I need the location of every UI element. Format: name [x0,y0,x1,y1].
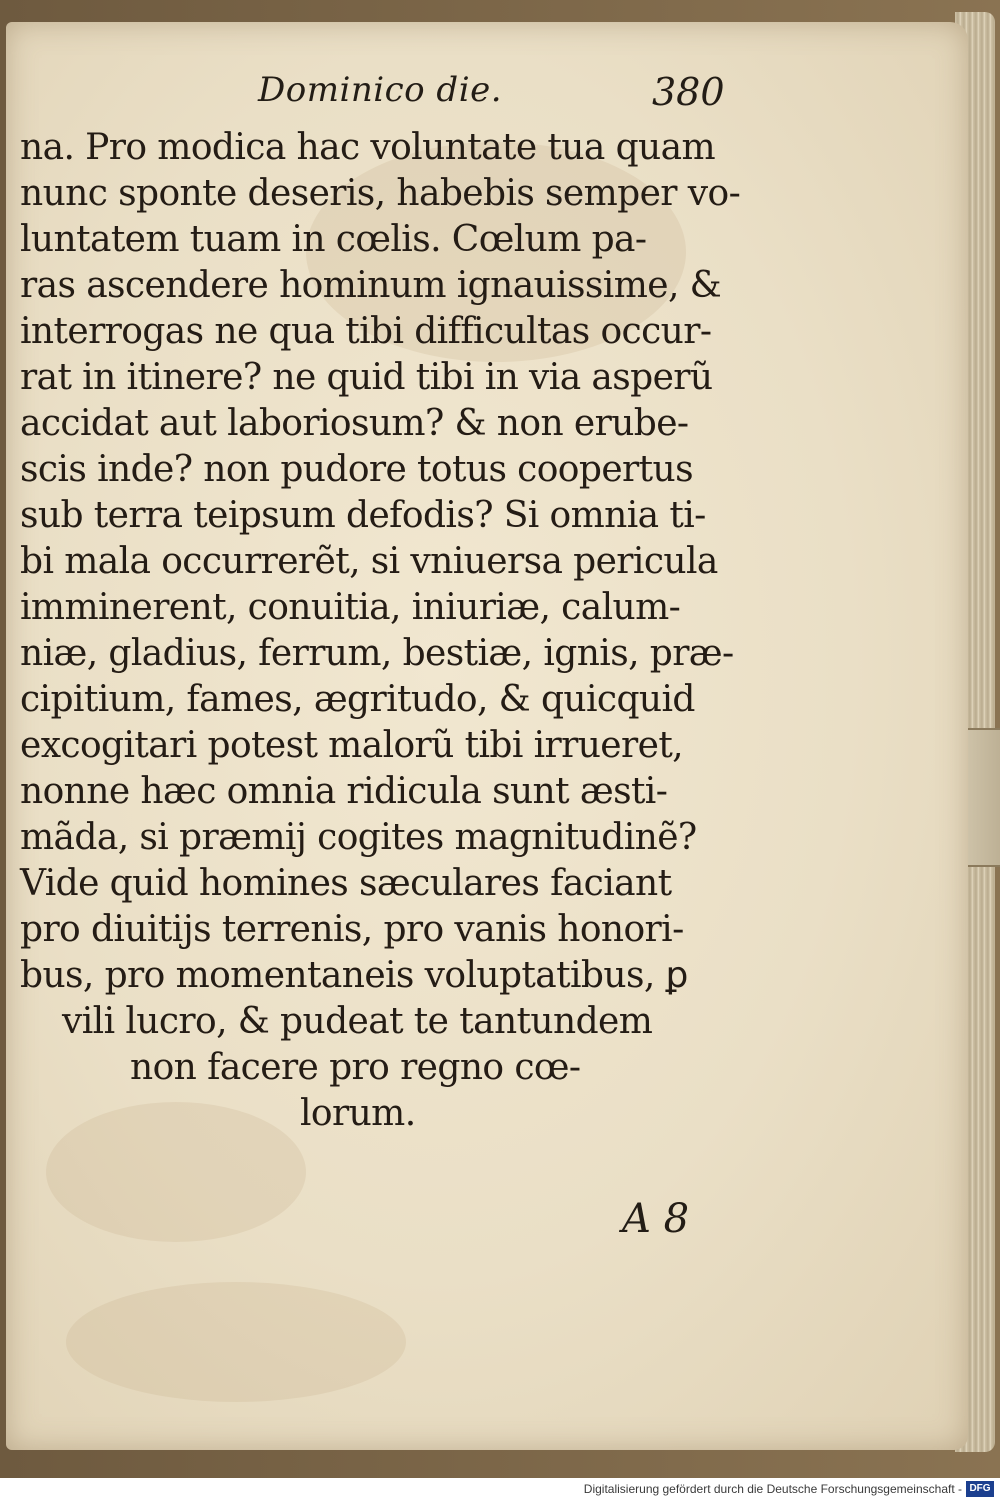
text-line: non facere pro regno cœ- [130,1047,581,1088]
page-stain [46,1102,306,1242]
text-line: niæ, gladius, ferrum, bestiæ, ignis, præ- [20,633,734,674]
text-line: sub terra teipsum defodis? Si omnia ti- [20,495,706,536]
text-line: accidat aut laboriosum? & non erube- [20,403,689,444]
page-number: 380 [652,70,725,114]
text-line: lorum. [300,1093,416,1134]
text-line: scis inde? non pudore totus coopertus [20,449,693,490]
running-head [0,66,1000,116]
text-line: na. Pro modica hac voluntate tua quam [20,127,716,168]
text-line: imminerent, conuitia, iniuriæ, calum- [20,587,681,628]
text-line: cipitium, fames, ægritudo, & quicquid [20,679,695,720]
funding-notice: Digitalisierung gefördert durch die Deutsche Forschungsgemeinschaft - [583,1482,962,1496]
text-line: mãda, si præmij cogites magnitudinẽ? [20,817,697,858]
text-line: vili lucro, & pudeat te tantundem [62,1001,653,1042]
text-line: nonne hæc omnia ridicula sunt æsti- [20,771,668,812]
text-line: interrogas ne qua tibi difficultas occur- [20,311,712,352]
text-line: bi mala occurrerẽt, si vniuersa pericula [20,541,718,582]
text-line: nunc sponte deseris, habebis semper vo- [20,173,741,214]
page-stain [66,1282,406,1402]
text-line: rat in itinere? ne quid tibi in via asperũ [20,357,713,398]
text-line: excogitari potest malorũ tibi irrueret, [20,725,684,766]
text-line: ras ascendere hominum ignauissime, & [20,265,722,306]
text-line: bus, pro momentaneis voluptatibus, ꝑ [20,955,688,996]
text-line: luntatem tuam in cœlis. Cœlum pa- [20,219,647,260]
dfg-logo-icon: DFG [966,1481,994,1497]
text-line: Vide quid homines sæculares faciant [20,863,672,904]
signature-mark: A 8 [622,1196,690,1242]
text-line: pro diuitijs terrenis, pro vanis honori- [20,909,684,950]
running-title: Dominico die. [258,70,503,110]
footer-bar [0,1478,1000,1502]
